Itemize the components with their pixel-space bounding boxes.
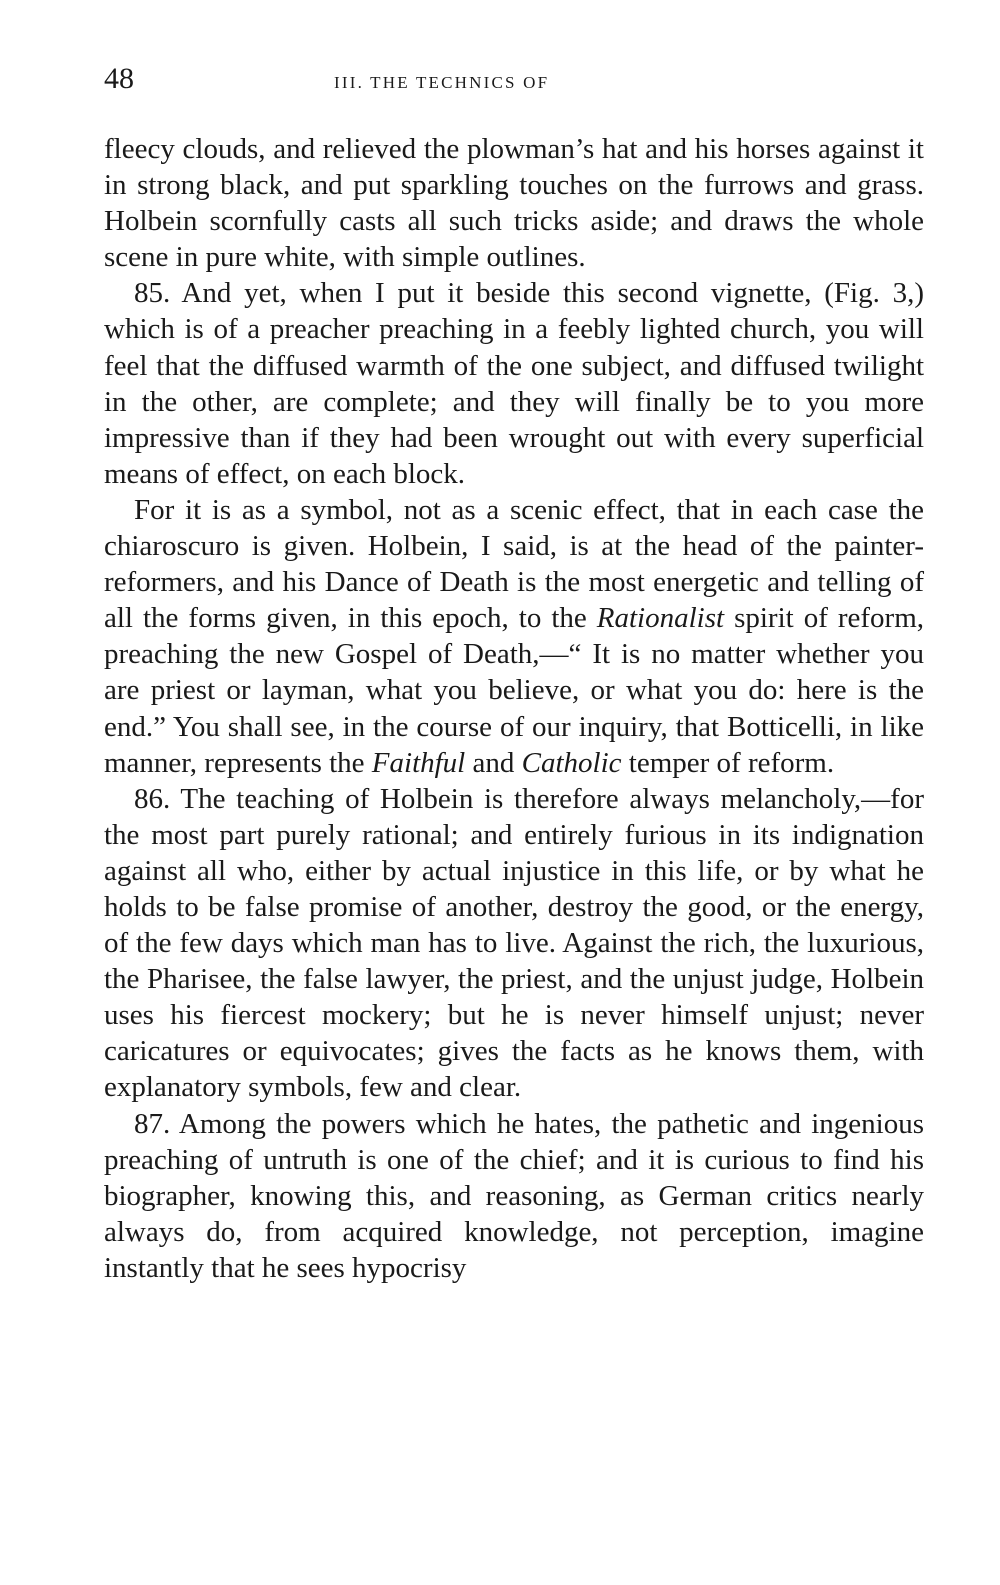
- paragraph-text: For it is as a symbol, not as a scenic effect, that in each case the chiaroscuro is given. Holbein, I said, is at the head of the painter-reformers, and his Dance of Death is the most energetic and telling of all the forms given, in this epoch, to the: [104, 493, 924, 635]
- paragraph-continued: [104, 131, 924, 275]
- paragraph-text: 85. And yet, when I put it beside this second vignette, (Fig. 3,) which is of a preacher preaching in a feebly lighted church, you will feel that the diffused warmth of the one subject, and diffused twilight in the other, are complete; and they will finally be to you more impressive than if they had been wrought out with every superficial means of effect, on each block.: [104, 277, 924, 490]
- paragraph-86: [104, 781, 924, 1106]
- body-text: [104, 131, 924, 1286]
- paragraph-symbol: [104, 492, 924, 781]
- paragraph-87: [104, 1106, 924, 1286]
- italic-faithful: Faithful: [371, 746, 466, 779]
- italic-catholic: Catholic: [521, 746, 622, 779]
- paragraph-text: and: [465, 746, 522, 779]
- paragraph-text: temper of reform.: [621, 746, 835, 779]
- page-header: [104, 62, 924, 102]
- page-number: 48: [104, 62, 134, 95]
- paragraph-text: 87. Among the powers which he hates, the pathetic and ingenious preaching of untruth is one of the chief; and it is curious to find his biographer, knowing this, and reasoning, as German critics nearly always do, from acquired knowledge, not perception, imagine instantly that he sees hypocrisy: [104, 1107, 924, 1284]
- running-head: III. THE TECHNICS OF: [334, 73, 550, 92]
- italic-rationalist: Rationalist: [596, 602, 725, 635]
- paragraph-text: spirit of reform, preaching the new Gospel of Death,—“ It is no matter whether you are priest or layman, what you believe, or what you do: here is the end.” You shall see, in the course of our inquiry, that Botticelli, in like manner, represents the: [104, 602, 925, 779]
- paragraph-85: [104, 275, 924, 492]
- paragraph-text: fleecy clouds, and relieved the plowman’s hat and his horses against it in strong black, and put sparkling touches on the furrows and grass. Holbein scornfully casts all such tricks aside; and draws the whole scene in pure white, with simple outlines.: [104, 133, 924, 274]
- paragraph-text: 86. The teaching of Holbein is therefore always melancholy,—for the most part purely rational; and entirely furious in its indignation against all who, either by actual injustice in this life, or by what he holds to be false promise of another, destroy the good, or the energy, of the few days which man has to live. Against the rich, the luxurious, the Pharisee, the false lawyer, the priest, and the unjust judge, Holbein uses his fiercest mockery; but he is never himself unjust; never caricatures or equivocates; gives the facts as he knows them, with explanatory symbols, few and clear.: [104, 782, 924, 1104]
